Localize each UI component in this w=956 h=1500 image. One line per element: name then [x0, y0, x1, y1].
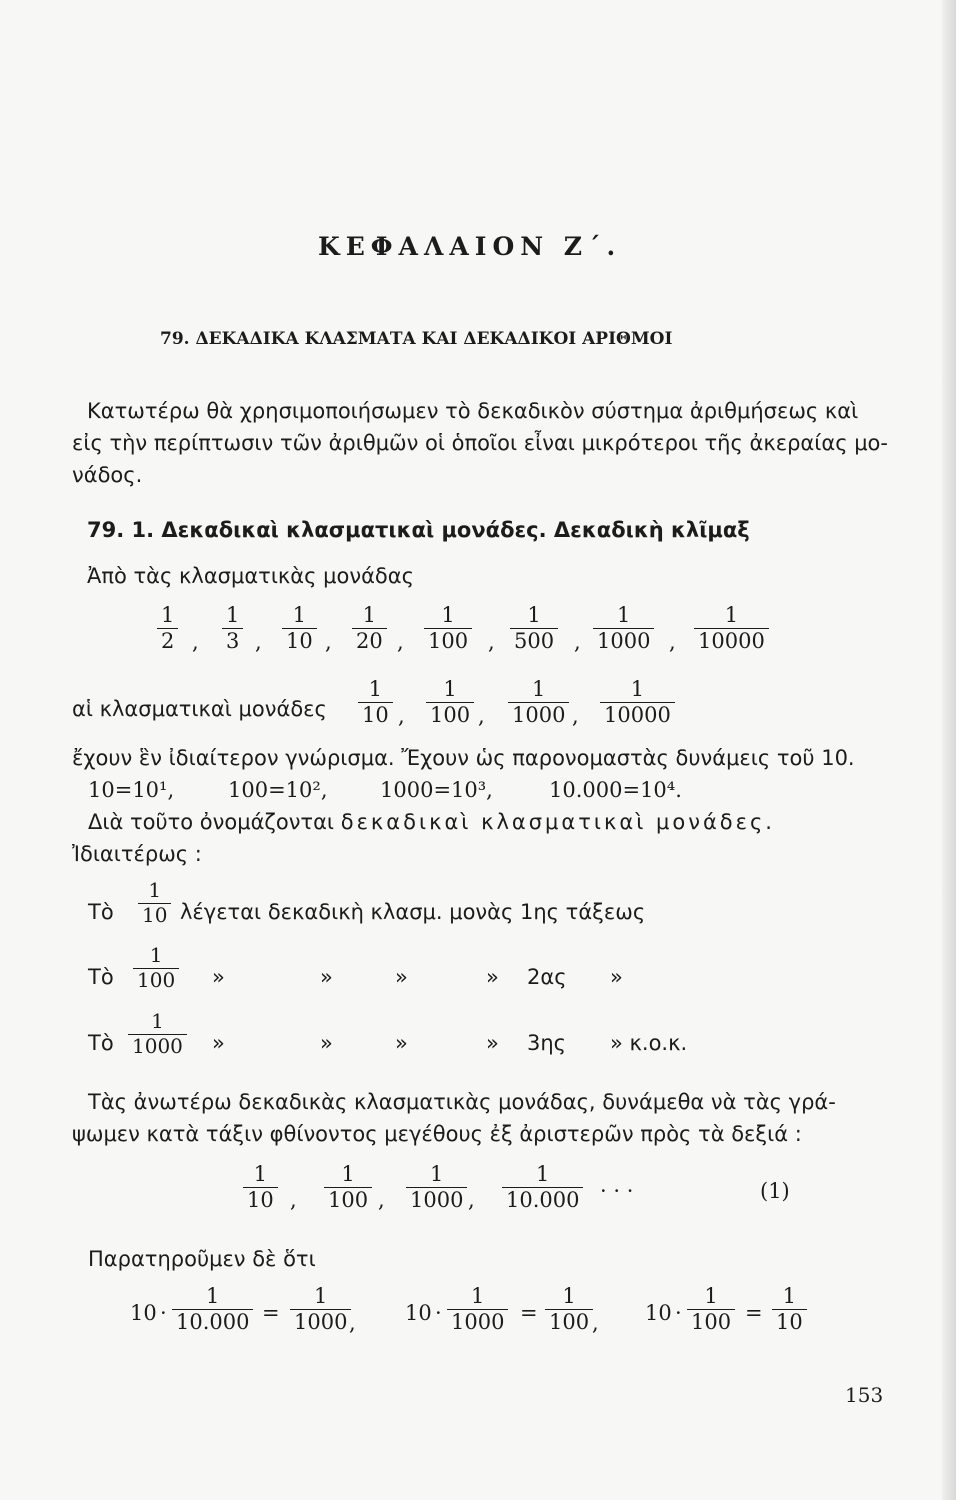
comma: , [488, 630, 495, 654]
equals-sign: = [520, 1301, 538, 1325]
equals-sign: = [262, 1301, 280, 1325]
relation-1-fraction-a: $\frac{1}{10.000}$ [172, 1285, 253, 1333]
fraction-1-10: $\frac{1}{10}$ [282, 604, 317, 652]
order-1-fraction: $\frac{1}{10}$ [138, 880, 171, 926]
ditto-mark: » [320, 965, 333, 989]
subsection-title: Δεκαδικαὶ κλασματικαὶ μονάδες. Δεκαδικὴ κλῖμαξ [161, 518, 750, 542]
order-1-text: λέγεται δεκαδικὴ κλασμ. μονὰς 1ης τάξεως [180, 900, 646, 924]
relation-2-fraction-b: $\frac{1}{100}$ [545, 1285, 593, 1333]
feature-line: ἔχουν ἓν ἰδιαίτερον γνώρισμα. Ἔχουν ὡς παρονομαστὰς δυνάμεις τοῦ 10. [72, 746, 855, 770]
ditto-mark: » [212, 1031, 225, 1055]
ditto-mark: » [395, 1031, 408, 1055]
comma: , [397, 630, 404, 654]
decimal-unit-1000: $\frac{1}{1000}$ [508, 678, 569, 726]
fraction-1-3: $\frac{1}{3}$ [222, 604, 243, 652]
comma: , [592, 1311, 599, 1335]
comma: , [290, 1188, 297, 1212]
fraction-1-100: $\frac{1}{100}$ [424, 604, 472, 652]
order-3-article: Τὸ [88, 1031, 114, 1055]
intro-line-2: εἰς τὴν περίπτωσιν τῶν ἀριθμῶν οἱ ὁποῖοι εἶναι μικρότεροι τῆς ἀκεραίας μο- [72, 431, 888, 455]
fraction-1-1000: $\frac{1}{1000}$ [593, 604, 654, 652]
comma: , [378, 1188, 385, 1212]
decimal-units-label: αἱ κλασματικαὶ μονάδες [72, 697, 327, 721]
scale-fraction-10: $\frac{1}{10}$ [243, 1163, 278, 1211]
subsection-number: 79. 1. [87, 518, 155, 542]
order-3-fraction: $\frac{1}{1000}$ [128, 1011, 187, 1057]
fraction-1-20: $\frac{1}{20}$ [352, 604, 387, 652]
comma: , [572, 704, 579, 728]
particularly-label: Ἰδιαιτέρως : [72, 842, 202, 866]
scale-fraction-10000: $\frac{1}{10.000}$ [502, 1163, 583, 1211]
order-3-rank: 3ης [527, 1031, 566, 1055]
decimal-unit-100: $\frac{1}{100}$ [426, 678, 474, 726]
chapter-title: ΚΕΦΑΛΑΙΟΝ Ζ΄. [318, 232, 622, 261]
units-intro: Ἀπὸ τὰς κλασματικὰς μονάδας [87, 564, 414, 588]
naming-term: δεκαδικαὶ κλασματικαὶ μονάδες. [340, 810, 775, 834]
comma: , [192, 630, 199, 654]
observe-line: Παρατηροῦμεν δὲ ὅτι [88, 1247, 316, 1271]
equation-label-1: (1) [760, 1179, 790, 1203]
intro-line-1: Κατωτέρω θὰ χρησιμοποιήσωμεν τὸ δεκαδικὸν σύστημα ἀριθμήσεως καὶ [87, 399, 859, 423]
order-2-article: Τὸ [88, 965, 114, 989]
decimal-unit-10: $\frac{1}{10}$ [358, 678, 393, 726]
relation-2-fraction-a: $\frac{1}{1000}$ [447, 1285, 508, 1333]
power-100: 100=10², [228, 778, 328, 802]
order-2-rank: 2ας [527, 965, 567, 989]
comma: , [255, 630, 262, 654]
ditto-mark: » [395, 965, 408, 989]
subsection-heading [87, 518, 750, 542]
ditto-mark: » [212, 965, 225, 989]
fraction-1-2: $\frac{1}{2}$ [157, 604, 178, 652]
comma: , [574, 630, 581, 654]
ordering-line-1: Τὰς ἀνωτέρω δεκαδικὰς κλασματικὰς μονάδας, δυνάμεθα νὰ τὰς γρά- [88, 1090, 836, 1114]
dot: · [160, 1301, 167, 1325]
ditto-mark: » [486, 1031, 499, 1055]
relation-3-fraction-b: $\frac{1}{10}$ [772, 1285, 807, 1333]
comma: , [349, 1311, 356, 1335]
relation-1-factor: 10 [130, 1301, 157, 1325]
order-3-trail: » κ.ο.κ. [610, 1031, 688, 1055]
fraction-1-10000: $\frac{1}{10000}$ [694, 604, 769, 652]
power-10000: 10.000=10⁴. [549, 778, 682, 802]
power-1000: 1000=10³, [380, 778, 493, 802]
scale-fraction-100: $\frac{1}{100}$ [324, 1163, 372, 1211]
dot: · [435, 1301, 442, 1325]
equals-sign: = [745, 1301, 763, 1325]
ditto-mark: » [486, 965, 499, 989]
order-2-trail: » [610, 965, 623, 989]
intro-line-3: νάδος. [72, 463, 143, 487]
comma: , [325, 630, 332, 654]
decimal-unit-10000: $\frac{1}{10000}$ [600, 678, 675, 726]
relation-3-factor: 10 [645, 1301, 672, 1325]
comma: , [398, 704, 405, 728]
comma: , [468, 1188, 475, 1212]
power-10: 10=10¹, [88, 778, 175, 802]
relation-2-factor: 10 [405, 1301, 432, 1325]
dot: · [675, 1301, 682, 1325]
order-2-fraction: $\frac{1}{100}$ [133, 945, 179, 991]
section-heading: 79. ΔΕΚΑΔΙΚΑ ΚΛΑΣΜΑΤΑ ΚΑΙ ΔΕΚΑΔΙΚΟΙ ΑΡΙΘΜΟΙ [160, 329, 673, 349]
comma: , [478, 704, 485, 728]
ditto-mark: » [320, 1031, 333, 1055]
relation-1-fraction-b: $\frac{1}{1000}$ [290, 1285, 351, 1333]
fraction-1-500: $\frac{1}{500}$ [510, 604, 558, 652]
naming-line [88, 810, 775, 834]
relation-3-fraction-a: $\frac{1}{100}$ [687, 1285, 735, 1333]
scale-fraction-1000: $\frac{1}{1000}$ [406, 1163, 467, 1211]
ellipsis: · · · [600, 1179, 634, 1203]
naming-prefix: Διὰ τοῦτο ὀνομάζονται [88, 810, 335, 834]
ordering-line-2: ψωμεν κατὰ τάξιν φθίνοντος μεγέθους ἐξ ἀριστερῶν πρὸς τὰ δεξιά : [72, 1122, 802, 1146]
page-number: 153 [845, 1383, 884, 1407]
comma: , [669, 630, 676, 654]
book-spine-shadow [942, 0, 956, 1500]
order-1-article: Τὸ [88, 900, 114, 924]
